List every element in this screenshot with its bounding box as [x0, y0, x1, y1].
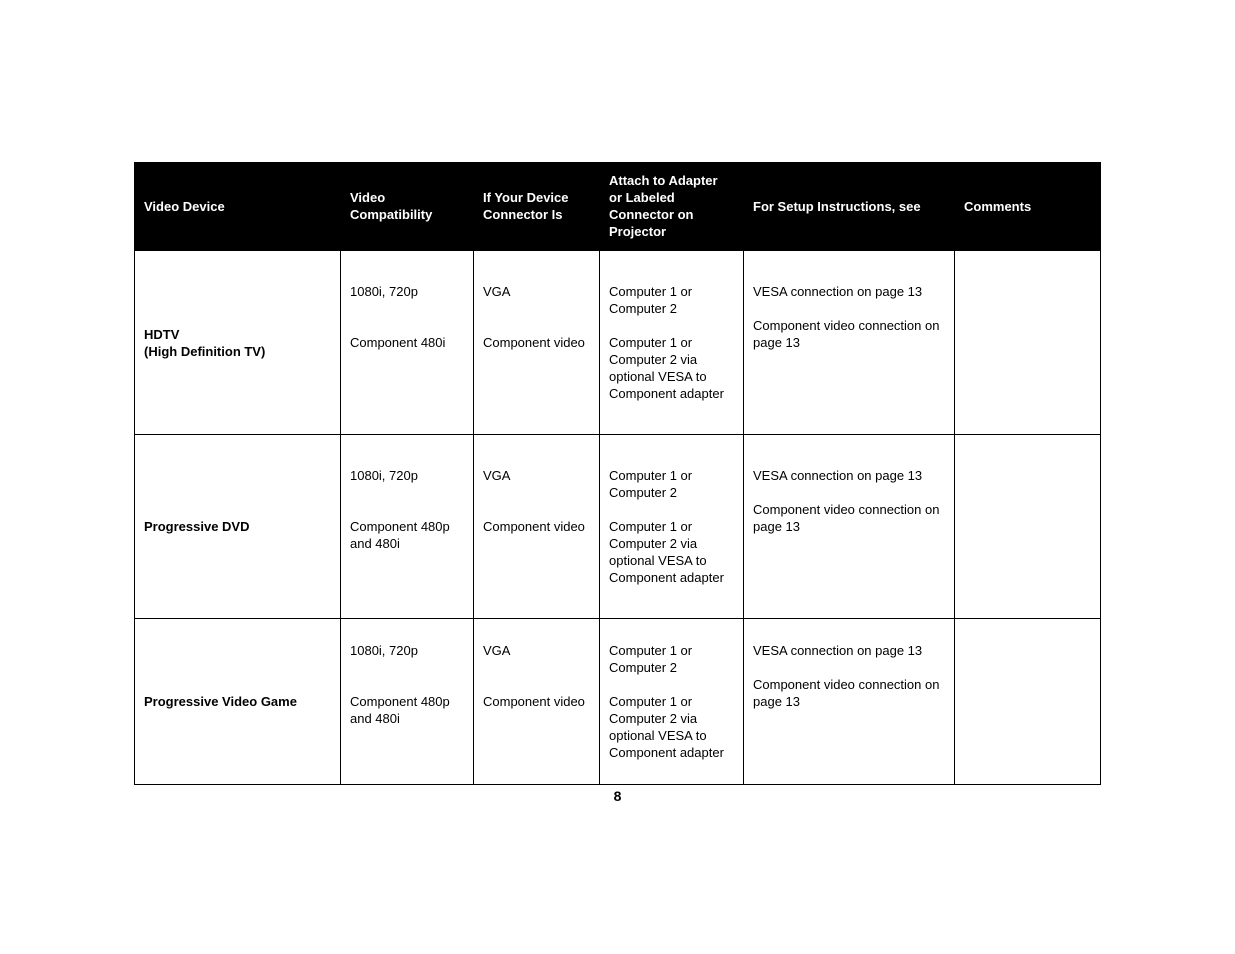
attach-line-1: Computer 1 or Computer 2 — [609, 468, 693, 500]
header-setup-instructions: For Setup Instructions, see — [744, 162, 955, 251]
device-name: HDTV — [144, 326, 180, 342]
attach-cell — [600, 251, 744, 435]
header-video-device: Video Device — [135, 162, 341, 251]
setup-cell — [744, 251, 955, 435]
table-row — [135, 619, 1101, 785]
header-device-connector: If Your Device Connector Is — [474, 162, 600, 251]
table-header-row — [135, 162, 1101, 251]
connector-line-1: VGA — [483, 643, 511, 658]
compat-line-1: 1080i, 720p — [350, 468, 418, 483]
setup-line-1: VESA connection on page 13 — [753, 284, 923, 299]
header-attach-connector: Attach to Adapter or Labeled Connector on Projector — [600, 162, 744, 251]
attach-cell — [600, 435, 744, 619]
setup-line-2: Component video connection on page 13 — [753, 502, 940, 534]
device-name: Progressive DVD — [144, 519, 250, 534]
device-subname: (High Definition TV) — [144, 343, 266, 359]
compatibility-cell — [341, 619, 474, 785]
connector-line-1: VGA — [483, 284, 511, 299]
compat-line-1: 1080i, 720p — [350, 643, 418, 658]
connector-line-2: Component video — [483, 335, 585, 350]
connector-line-2: Component video — [483, 519, 585, 534]
setup-cell — [744, 435, 955, 619]
setup-line-1: VESA connection on page 13 — [753, 643, 923, 658]
compatibility-table — [134, 162, 1101, 785]
comments-cell — [955, 251, 1101, 435]
attach-line-1: Computer 1 or Computer 2 — [609, 284, 693, 316]
device-name: Progressive Video Game — [144, 694, 297, 709]
connector-cell — [474, 435, 600, 619]
setup-line-1: VESA connection on page 13 — [753, 468, 923, 483]
compatibility-cell — [341, 251, 474, 435]
attach-line-2: Computer 1 or Computer 2 via optional VESA to Component adapter — [609, 335, 724, 401]
compat-line-2: Component 480i — [350, 335, 446, 350]
setup-cell — [744, 619, 955, 785]
compat-line-2: Component 480p and 480i — [350, 694, 450, 726]
device-cell — [135, 251, 341, 435]
connector-line-2: Component video — [483, 694, 585, 709]
comments-cell — [955, 619, 1101, 785]
connector-line-1: VGA — [483, 468, 511, 483]
connector-cell — [474, 619, 600, 785]
page-number: 8 — [613, 788, 622, 804]
setup-line-2: Component video connection on page 13 — [753, 318, 940, 350]
compatibility-cell — [341, 435, 474, 619]
compat-line-1: 1080i, 720p — [350, 284, 418, 299]
attach-line-1: Computer 1 or Computer 2 — [609, 643, 693, 675]
header-video-compatibility: Video Compatibility — [341, 162, 474, 251]
comments-cell — [955, 435, 1101, 619]
device-cell — [135, 619, 341, 785]
attach-line-2: Computer 1 or Computer 2 via optional VESA to Component adapter — [609, 519, 724, 585]
attach-cell — [600, 619, 744, 785]
connector-cell — [474, 251, 600, 435]
compat-line-2: Component 480p and 480i — [350, 519, 450, 551]
attach-line-2: Computer 1 or Computer 2 via optional VESA to Component adapter — [609, 694, 724, 760]
table-row — [135, 251, 1101, 435]
setup-line-2: Component video connection on page 13 — [753, 677, 940, 709]
table-row — [135, 435, 1101, 619]
header-comments: Comments — [955, 162, 1101, 251]
device-cell — [135, 435, 341, 619]
